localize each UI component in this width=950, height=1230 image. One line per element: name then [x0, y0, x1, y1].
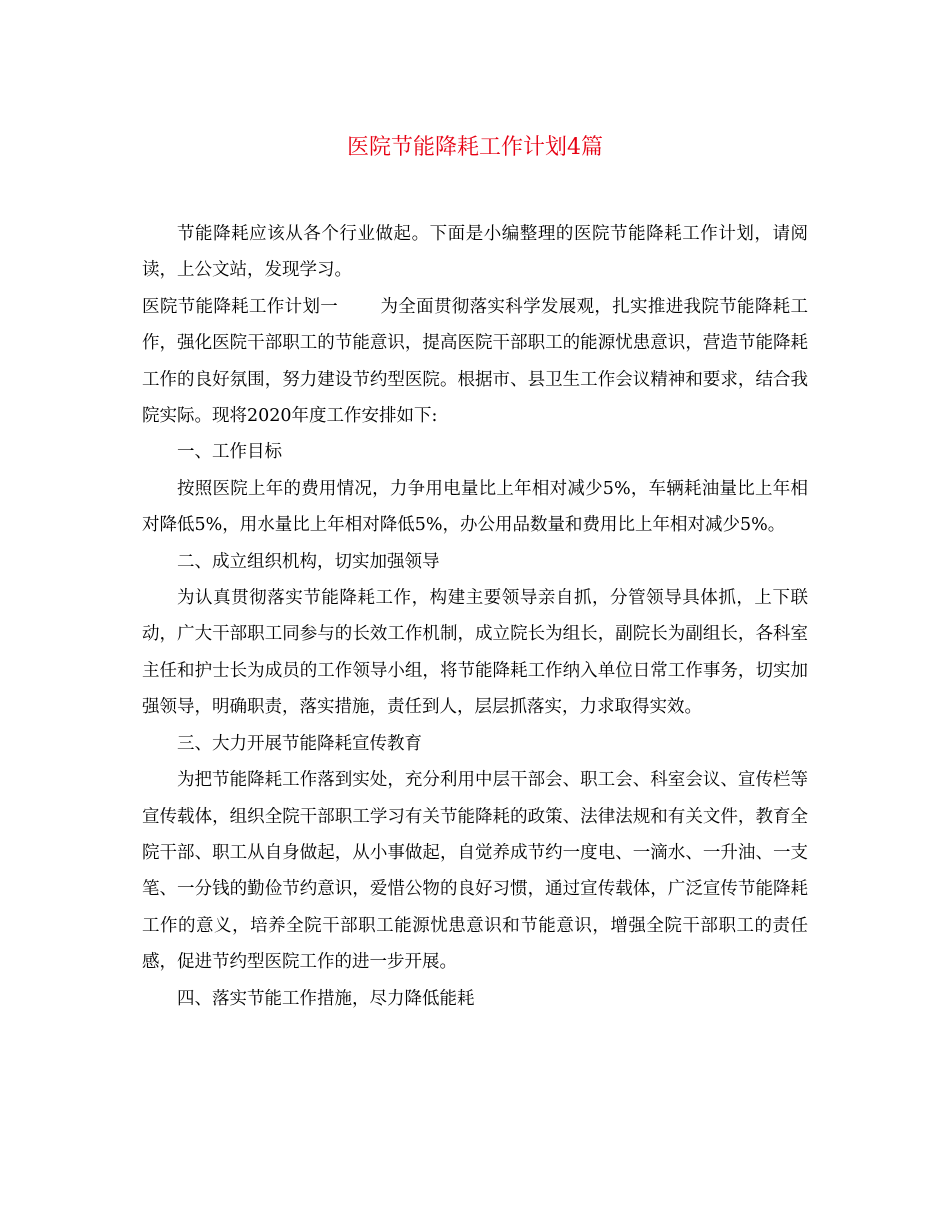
section-body: 为把节能降耗工作落到实处，充分利用中层干部会、职工会、科室会议、宣传栏等宣传载体，组织全院干部职工学习有关节能降耗的政策、法律法规和有关文件，教育全院干部、职工从自身做起，从小事做起，自觉养成节约一度电、一滴水、一升油、一支笔、一分钱的勤俭节约意识，爱惜公物的良好习惯，通过宣传载体，广泛宣传节能降耗工作的意义，培养全院干部职工能源忧患意识和节能意识，增强全院干部职工的责任感，促进节约型医院工作的进一步开展。	[142, 770, 808, 973]
plan1-paragraph	[142, 289, 808, 435]
section-heading: 三、大力开展节能降耗宣传教育	[177, 733, 422, 754]
document-title: 医院节能降耗工作计划4篇	[347, 135, 603, 160]
section-body: 为认真贯彻落实节能降耗工作，构建主要领导亲自抓，分管领导具体抓，上下联动，广大干部职工同参与的长效工作机制，成立院长为组长，副院长为副组长，各科室主任和护士长为成员的工作领导小组，将节能降耗工作纳入单位日常工作事务，切实加强领导，明确职责，落实措施，责任到人，层层抓落实，力求取得实效。	[142, 588, 808, 718]
section-heading: 四、落实节能工作措施，尽力降低能耗	[177, 988, 475, 1009]
section-body: 按照医院上年的费用情况，力争用电量比上年相对减少5%，车辆耗油量比上年相对降低5%，用水量比上年相对降低5%，办公用品数量和费用比上年相对减少5%。	[142, 478, 808, 536]
plan1-intro-text: 为全面贯彻落实科学发展观，扎实推进我院节能降耗工作，强化医院干部职工的节能意识，提高医院干部职工的能源忧患意识，营造节能降耗工作的良好氛围，努力建设节约型医院。根据市、县卫生工作会议精神和要求，结合我院实际。现将2020年度工作安排如下:	[142, 296, 809, 427]
intro-paragraph: 节能降耗应该从各个行业做起。下面是小编整理的医院节能降耗工作计划，请阅读，上公文站，发现学习。	[142, 224, 808, 281]
section-heading: 一、工作目标	[177, 442, 282, 463]
section-heading: 二、成立组织机构，切实加强领导	[177, 551, 440, 572]
document-body	[142, 216, 808, 1017]
plan1-heading: 医院节能降耗工作计划一	[142, 296, 339, 317]
